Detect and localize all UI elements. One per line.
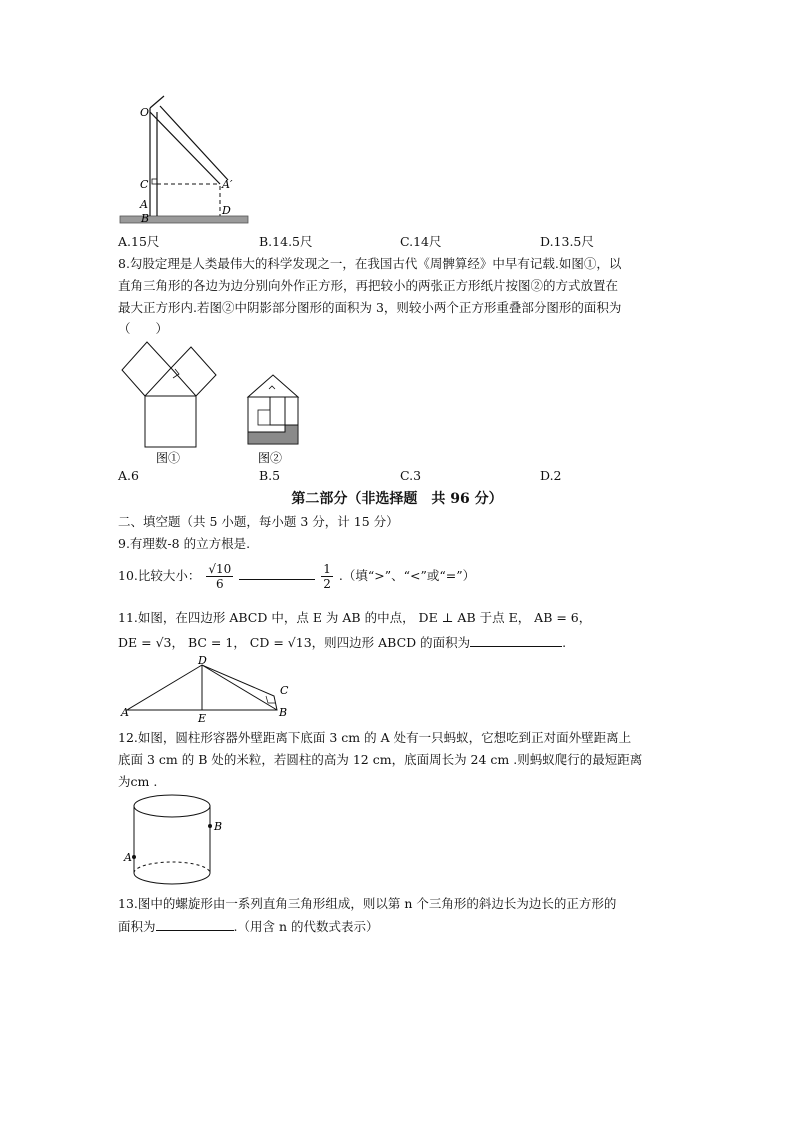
- fig1-caption: 图①: [156, 451, 181, 465]
- q11-label-b: B: [279, 706, 288, 719]
- fig7-label-c: C: [140, 178, 149, 191]
- q10-suffix: .（填“>”、“<”或“=”）: [338, 568, 476, 583]
- q7-option-b[interactable]: B.14.5尺: [259, 234, 313, 249]
- q11-line-1: 11.如图，在四边形 ABCD 中，点 E 为 AB 的中点， DE ⊥ AB 于点 E， AB = 6，: [118, 610, 592, 625]
- fig7-label-o: O: [140, 106, 150, 119]
- q8-line-4: （ ）: [118, 321, 169, 336]
- q11-line-2-text: DE = √3， BC = 1， CD = √13，则四边形 ABCD 的面积为: [118, 635, 471, 650]
- q12-line-1: 12.如图，圆柱形容器外壁距离下底面 3 cm 的 A 处有一只蚂蚁，它想吃到正对面外壁距离上: [118, 730, 632, 745]
- q7-option-c[interactable]: C.14尺: [400, 234, 442, 249]
- q11-label-d: D: [198, 654, 207, 667]
- section2-heading: 二、填空题（共 5 小题，每小题 3 分，计 15 分）: [118, 514, 399, 529]
- q7-option-a[interactable]: A.15尺: [118, 234, 160, 249]
- q12-line-3: 为cm .: [118, 774, 158, 789]
- q11-label-a: A: [121, 706, 129, 719]
- q8-line-2: 直角三角形的各边为边分别向外作正方形，再把较小的两张正方形纸片按图②的方式放置在: [118, 278, 619, 293]
- part2-title: 第二部分（非选择题 共 96 分）: [291, 491, 503, 507]
- q13-line-1: 13.图中的螺旋形由一系列直角三角形组成，则以第 n 个三角形的斜边长为边长的正方形的: [118, 896, 617, 911]
- q10-frac1-num: √10: [208, 562, 232, 576]
- q12-label-a: A: [124, 851, 132, 864]
- fig7-label-b: B: [141, 212, 150, 225]
- q10-frac1-den: 6: [216, 577, 224, 591]
- q9-text: 9.有理数-8 的立方根是.: [118, 536, 251, 551]
- fig2-caption: 图②: [258, 451, 283, 465]
- q8-option-c[interactable]: C.3: [400, 468, 422, 483]
- q10-frac2-den: 2: [323, 577, 331, 591]
- q8-option-b[interactable]: B.5: [259, 468, 281, 483]
- q8-line-1: 8.勾股定理是人类最伟大的科学发现之一，在我国古代《周髀算经》中早有记载.如图①，以: [118, 256, 622, 271]
- fig7-label-a-prime: A′: [222, 178, 233, 191]
- fig7-label-d: D: [222, 204, 231, 217]
- q13-line-2-prefix: 面积为: [118, 919, 156, 934]
- q11-label-e: E: [198, 712, 207, 725]
- q8-option-d[interactable]: D.2: [540, 468, 562, 483]
- fig7-label-a: A: [140, 198, 148, 211]
- q7-option-d[interactable]: D.13.5尺: [540, 234, 594, 249]
- q10-prefix: 10.比较大小：: [118, 568, 201, 583]
- q12-label-b: B: [214, 820, 223, 833]
- q8-line-3: 最大正方形内.若图②中阴影部分图形的面积为 3，则较小两个正方形重叠部分图形的面积为: [118, 300, 622, 315]
- q8-option-a[interactable]: A.6: [118, 468, 139, 483]
- q11-label-c: C: [280, 684, 289, 697]
- q12-line-2: 底面 3 cm 的 B 处的米粒，若圆柱的高为 12 cm，底面周长为 24 cm .则蚂蚁爬行的最短距离: [118, 752, 643, 767]
- q11-line-2-end: .: [562, 635, 567, 650]
- q10-frac2-num: 1: [323, 562, 331, 576]
- q13-line-2-suffix: .（用含 n 的代数式表示）: [233, 919, 379, 934]
- q13-line-2: [118, 918, 678, 935]
- q13-answer-blank[interactable]: [156, 918, 234, 931]
